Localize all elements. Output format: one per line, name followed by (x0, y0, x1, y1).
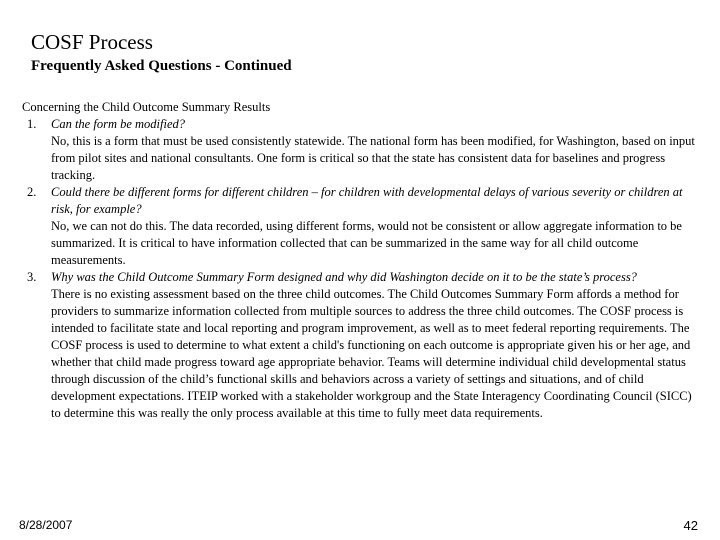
faq-answer: No, this is a form that must be used consistently statewide. The national form has been modified, for Washington, based on input from pilot sites and national consultants. One form is critical so that the state has consistent data for baselines and progress tracking. (51, 134, 695, 182)
page-number: 42 (683, 518, 698, 533)
faq-content (22, 99, 700, 422)
faq-item-number: 2. (27, 185, 37, 199)
faq-item-1 (22, 116, 700, 184)
faq-item-number: 1. (27, 117, 37, 131)
slide-subtitle: Frequently Asked Questions - Continued (31, 58, 292, 74)
faq-item-3 (22, 269, 700, 422)
faq-item-2 (22, 184, 700, 269)
faq-question: Could there be different forms for different children – for children with developmental delays of various severity or children at risk, for example? (51, 185, 683, 216)
faq-answer: No, we can not do this. The data recorded, using different forms, would not be consistent or allow aggregate information to be summarized. It is critical to have information collected that can be summarized in the same way for all child outcome measurements. (51, 219, 682, 267)
faq-question: Can the form be modified? (51, 117, 186, 131)
faq-answer: There is no existing assessment based on the three child outcomes. The Child Outcomes Summary Form affords a method for providers to summarize information collected from multiple sources to address the three child outcomes. The COSF process is intended to facilitate state and local reporting and program improvement, as well as to meet federal reporting requirements. The COSF process is used to determine to what extent a child's functioning on each outcome is appropriate given his or her age, and whether that child made progress toward age appropriate behavior. Teams will determine individual child developmental status through discussion of the child’s functional skills and behaviors across a variety of settings and situations, and of child development expectations. ITEIP worked with a stakeholder workgroup and the State Interagency Coordinating Council (SICC) to determine this was really the only process available at this time to fully meet data requirements. (51, 287, 692, 420)
faq-question: Why was the Child Outcome Summary Form designed and why did Washington decide on it to be the state’s process? (51, 270, 637, 284)
faq-item-number: 3. (27, 270, 37, 284)
slide-title: COSF Process (31, 30, 153, 54)
footer-date: 8/28/2007 (19, 518, 73, 532)
section-heading: Concerning the Child Outcome Summary Results (22, 100, 271, 114)
